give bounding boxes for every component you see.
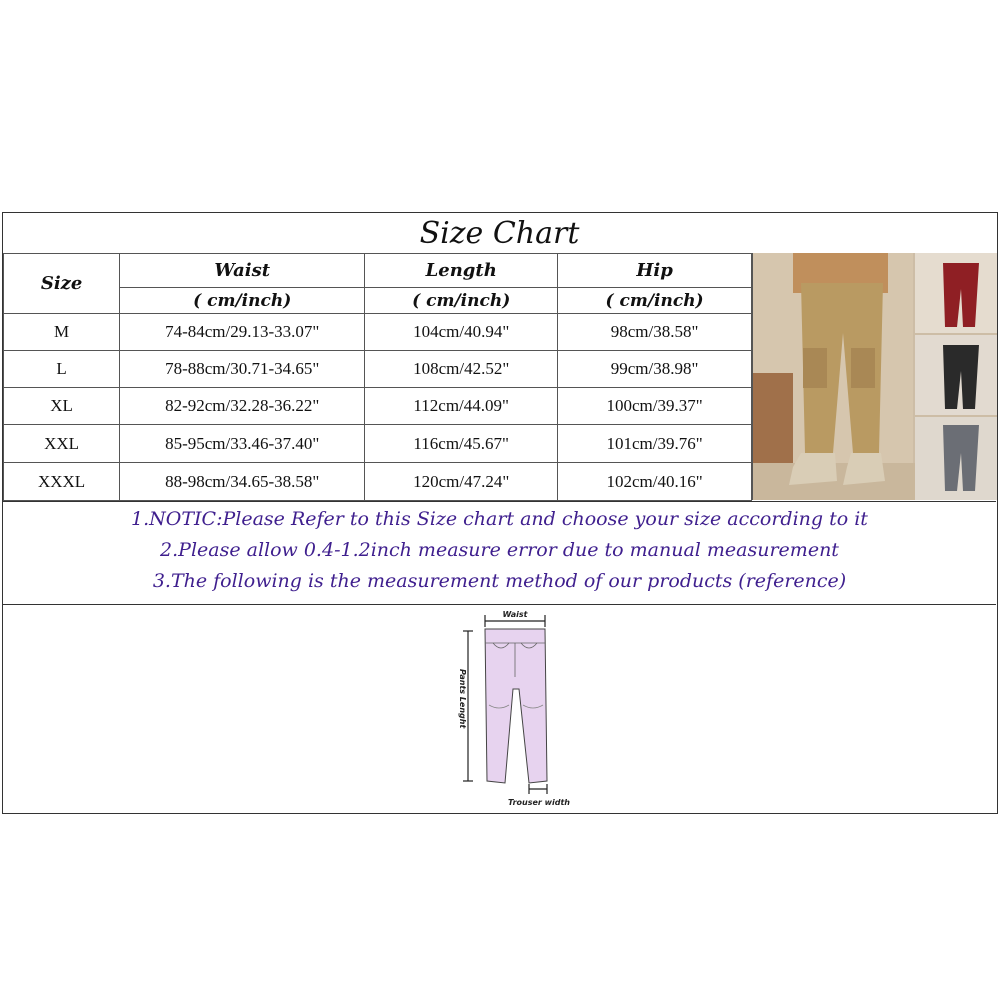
length-cell: 116cm/45.67": [365, 425, 558, 463]
header-waist: Waist: [120, 254, 365, 288]
waist-label: Waist: [502, 610, 528, 619]
hip-cell: 98cm/38.58": [558, 314, 752, 351]
product-photo: [752, 253, 997, 500]
waist-cell: 85-95cm/33.46-37.40": [120, 425, 365, 463]
size-chart: [2, 212, 998, 814]
notes-section: [3, 501, 996, 605]
unit-length: ( cm/inch): [365, 288, 558, 314]
waist-cell: 82-92cm/32.28-36.22": [120, 388, 365, 425]
waist-cell: 88-98cm/34.65-38.58": [120, 463, 365, 501]
hip-cell: 100cm/39.37": [558, 388, 752, 425]
table-row: [4, 351, 752, 388]
unit-hip: ( cm/inch): [558, 288, 752, 314]
unit-waist: ( cm/inch): [120, 288, 365, 314]
hip-cell: 102cm/40.16": [558, 463, 752, 501]
size-cell: M: [4, 314, 120, 351]
waist-cell: 78-88cm/30.71-34.65": [120, 351, 365, 388]
header-hip: Hip: [558, 254, 752, 288]
size-table: [3, 253, 752, 501]
length-cell: 120cm/47.24": [365, 463, 558, 501]
length-cell: 112cm/44.09": [365, 388, 558, 425]
measurement-diagram: [443, 609, 583, 809]
length-label: Pants Lenght: [458, 669, 467, 729]
size-cell: XXL: [4, 425, 120, 463]
header-length: Length: [365, 254, 558, 288]
note-3: 3.The following is the measurement method of our products (reference): [152, 570, 847, 592]
chart-title: Size Chart: [3, 213, 996, 254]
note-1: 1.NOTIC:Please Refer to this Size chart and choose your size according to it: [131, 508, 868, 530]
size-cell: L: [4, 351, 120, 388]
size-cell: XL: [4, 388, 120, 425]
length-cell: 108cm/42.52": [365, 351, 558, 388]
size-cell: XXXL: [4, 463, 120, 501]
note-2: 2.Please allow 0.4-1.2inch measure error due to manual measurement: [160, 539, 839, 561]
length-cell: 104cm/40.94": [365, 314, 558, 351]
hip-cell: 99cm/38.98": [558, 351, 752, 388]
table-row: [4, 314, 752, 351]
width-label: Trouser width: [507, 798, 571, 807]
hip-cell: 101cm/39.76": [558, 425, 752, 463]
header-size: Size: [4, 254, 120, 314]
table-row: [4, 463, 752, 501]
table-row: [4, 425, 752, 463]
table-row: [4, 388, 752, 425]
waist-cell: 74-84cm/29.13-33.07": [120, 314, 365, 351]
